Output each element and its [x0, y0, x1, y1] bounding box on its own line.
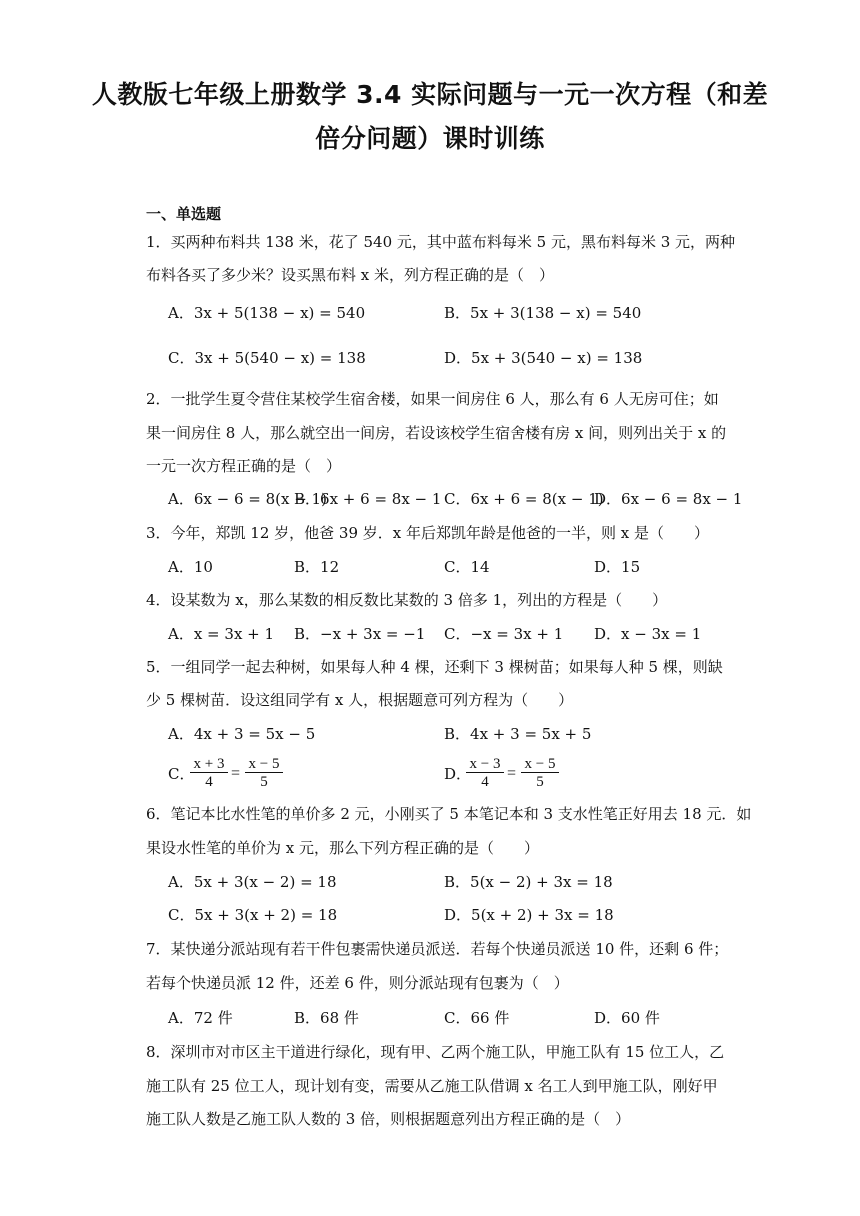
q6-stem-line-2: 果设水性笔的单价为 x 元，那么下列方程正确的是（ ）: [146, 839, 539, 857]
q5-stem-line-1: 5．一组同学一起去种树，如果每人种 4 棵，还剩下 3 棵树苗；如果每人种 5 棵，则缺: [146, 658, 723, 676]
q3-option-a: A．10: [168, 558, 213, 576]
q5-stem-line-2: 少 5 棵树苗．设这组同学有 x 人，根据题意可列方程为（ ）: [146, 691, 574, 709]
q5-option-c-numerator-left: x + 3: [190, 756, 228, 773]
q5-option-d-numerator-left: x − 3: [466, 756, 504, 773]
q5-option-d-fraction-right: [521, 756, 559, 791]
q1-stem-line-2: 布料各买了多少米？设买黑布料 x 米，列方程正确的是（ ）: [146, 266, 554, 284]
q7-stem-line-2: 若每个快递员派 12 件，还差 6 件，则分派站现有包裹为（ ）: [146, 974, 569, 992]
q7-option-a: A．72 件: [168, 1009, 233, 1027]
q5-option-c-fraction-left: [190, 756, 228, 791]
q2-option-c: C．6x + 6 = 8(x − 1): [444, 490, 604, 508]
document-title-line-2: 倍分问题）课时训练: [315, 124, 545, 153]
q8-stem-line-1: 8．深圳市对市区主干道进行绿化，现有甲、乙两个施工队，甲施工队有 15 位工人，乙: [146, 1043, 725, 1061]
q2-stem-line-3: 一元一次方程正确的是（ ）: [146, 457, 342, 475]
q4-option-c: C．−x = 3x + 1: [444, 625, 564, 643]
q5-option-d-numerator-right: x − 5: [521, 756, 559, 773]
q6-option-c: C．5x + 3(x + 2) = 18: [168, 906, 338, 924]
q1-option-b: B．5x + 3(138 − x) = 540: [444, 304, 642, 322]
q7-stem-line-1: 7．某快递分派站现有若干件包裹需快递员派送．若每个快递员派送 10 件，还剩 6 件；: [146, 940, 729, 958]
q1-option-d: D．5x + 3(540 − x) = 138: [444, 349, 643, 367]
q5-option-c-label: C．: [168, 765, 195, 783]
q8-stem-line-3: 施工队人数是乙施工队人数的 3 倍，则根据题意列出方程正确的是（ ）: [146, 1110, 631, 1128]
q6-option-a: A．5x + 3(x − 2) = 18: [168, 873, 337, 891]
q7-option-d: D．60 件: [594, 1009, 660, 1027]
q2-option-a: A．6x − 6 = 8(x − 1): [168, 490, 327, 508]
q5-option-b: B．4x + 3 = 5x + 5: [444, 725, 592, 743]
q2-stem-line-2: 果一间房住 8 人，那么就空出一间房，若设该校学生宿舍楼有房 x 间，则列出关于 x 的: [146, 424, 727, 442]
q5-option-c-equals: =: [231, 765, 241, 782]
q1-option-c: C．3x + 5(540 − x) = 138: [168, 349, 366, 367]
q5-option-c-fraction-right: [245, 756, 283, 791]
q5-option-c-denominator-left: 4: [205, 774, 213, 790]
q5-option-c-numerator-right: x − 5: [245, 756, 283, 773]
document-title-line-1: 人教版七年级上册数学 3.4 实际问题与一元一次方程（和差: [91, 80, 769, 109]
q5-option-d-denominator-left: 4: [481, 774, 489, 790]
q4-option-d: D．x − 3x = 1: [594, 625, 702, 643]
q4-option-a: A．x = 3x + 1: [168, 625, 275, 643]
q7-option-b: B．68 件: [294, 1009, 359, 1027]
q3-option-d: D．15: [594, 558, 641, 576]
q1-stem-line-1: 1．买两种布料共 138 米，花了 540 元，其中蓝布料每米 5 元，黑布料每米 3 元，两种: [146, 233, 736, 251]
q2-option-d: D．6x − 6 = 8x − 1: [594, 490, 743, 508]
q4-option-b: B．−x + 3x = −1: [294, 625, 426, 643]
q2-option-b: B．6x + 6 = 8x − 1: [294, 490, 442, 508]
q5-option-d-label: D．: [444, 765, 472, 783]
q7-option-c: C．66 件: [444, 1009, 510, 1027]
q3-stem: 3．今年，郑凯 12 岁，他爸 39 岁．x 年后郑凯年龄是他爸的一半，则 x 是（ ）: [146, 524, 710, 542]
q6-option-d: D．5(x + 2) + 3x = 18: [444, 906, 614, 924]
q5-option-a: A．4x + 3 = 5x − 5: [168, 725, 316, 743]
q2-stem-line-1: 2．一批学生夏令营住某校学生宿舍楼，如果一间房住 6 人，那么有 6 人无房可住；如: [146, 390, 719, 408]
q3-option-c: C．14: [444, 558, 490, 576]
q5-option-d-denominator-right: 5: [536, 774, 544, 790]
q8-stem-line-2: 施工队有 25 位工人，现计划有变，需要从乙施工队借调 x 名工人到甲施工队，刚好甲: [146, 1077, 718, 1095]
q5-option-d-fraction-left: [466, 756, 504, 791]
q3-option-b: B．12: [294, 558, 340, 576]
q5-option-d-equals: =: [507, 765, 517, 782]
q6-stem-line-1: 6．笔记本比水性笔的单价多 2 元，小刚买了 5 本笔记本和 3 支水性笔正好用去 18 元．如: [146, 805, 752, 823]
q1-option-a: A．3x + 5(138 − x) = 540: [168, 304, 366, 322]
q4-stem: 4．设某数为 x，那么某数的相反数比某数的 3 倍多 1，列出的方程是（ ）: [146, 591, 668, 609]
q5-option-c-denominator-right: 5: [260, 774, 268, 790]
section-heading: 一、单选题: [146, 205, 222, 223]
q6-option-b: B．5(x − 2) + 3x = 18: [444, 873, 613, 891]
